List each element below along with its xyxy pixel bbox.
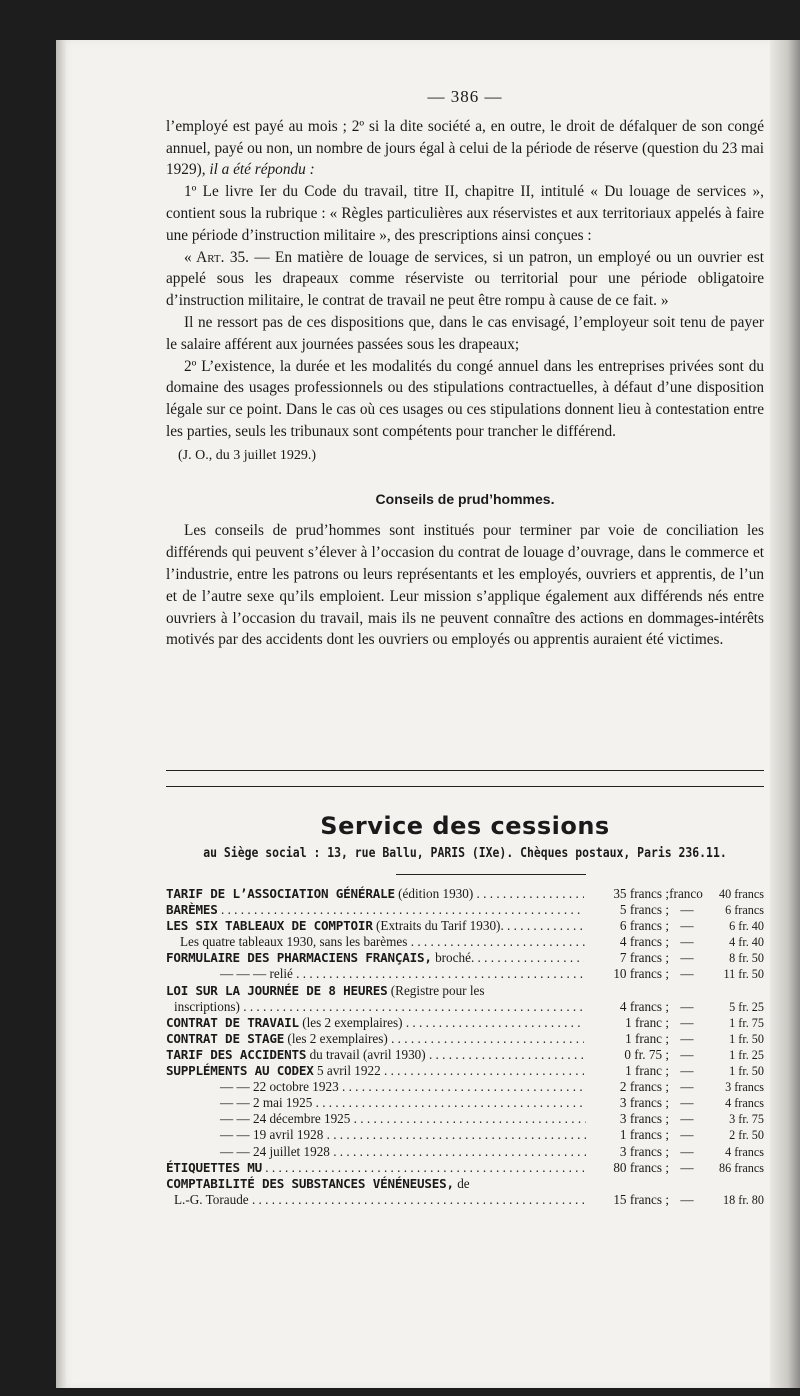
price-item-title: TARIF DES ACCIDENTS bbox=[166, 1046, 307, 1062]
price-value: 1 franc ; bbox=[586, 1063, 669, 1079]
franco-price: 86 francs bbox=[718, 1160, 764, 1175]
franco-price: 18 fr. 80 bbox=[723, 1192, 764, 1207]
price-row bbox=[166, 1047, 764, 1063]
franco-marker: — bbox=[680, 1111, 694, 1127]
address-underline bbox=[396, 874, 586, 875]
price-value: 15 francs ; bbox=[586, 1192, 669, 1208]
franco-marker: franco bbox=[669, 886, 703, 901]
price-item-label bbox=[166, 1160, 584, 1176]
franco-price: 4 francs bbox=[725, 1096, 764, 1111]
franco-price: 40 francs bbox=[718, 887, 764, 901]
franco-marker: — bbox=[680, 1014, 694, 1030]
price-item-title: BARÈMES bbox=[166, 902, 218, 918]
price-item-label bbox=[166, 1095, 638, 1111]
price-row bbox=[166, 918, 764, 934]
paragraph-2: 1º Le livre Ier du Code du travail, titre II, chapitre II, intitulé « Du louage de services », contient sous la rubrique : « Règles particulières aux réservistes et aux territoriaux appelés à faire une période d’instruction militaire », des prescriptions ainsi conçues : bbox=[166, 183, 764, 244]
price-item-label bbox=[166, 966, 638, 982]
page-outer-edge bbox=[770, 40, 800, 1388]
price-value: 6 francs ; bbox=[586, 918, 669, 934]
price-row bbox=[166, 902, 764, 918]
page-number: — 386 — bbox=[427, 87, 503, 106]
franco-price: 1 fr. 50 bbox=[729, 1064, 764, 1079]
price-row bbox=[166, 934, 764, 950]
price-item-title: CONTRAT DE TRAVAIL bbox=[166, 1014, 299, 1030]
price-row bbox=[166, 886, 764, 902]
franco-marker: — bbox=[680, 1095, 694, 1111]
price-value: 1 francs ; bbox=[586, 1127, 669, 1143]
price-row bbox=[166, 1176, 764, 1192]
price-row bbox=[166, 1079, 764, 1095]
price-row bbox=[166, 1015, 764, 1031]
franco-marker: — bbox=[680, 1079, 694, 1095]
price-item-label bbox=[166, 1063, 584, 1079]
franco-price: 6 francs bbox=[725, 903, 764, 918]
franco-marker: — bbox=[680, 1127, 694, 1143]
price-row bbox=[166, 1144, 764, 1160]
price-item-label bbox=[166, 1079, 638, 1095]
price-row bbox=[166, 1031, 764, 1047]
price-item-title: LES SIX TABLEAUX DE COMPTOIR bbox=[166, 918, 373, 934]
paragraph-4: Il ne ressort pas de ces dispositions que, dans le cas envisagé, l’employeur soit tenu de payer le salaire afférent aux journées passées sous les drapeaux; bbox=[166, 313, 764, 353]
price-value: 3 francs ; bbox=[586, 1095, 669, 1111]
franco-price: 3 fr. 75 bbox=[729, 1112, 764, 1127]
franco-price: 1 fr. 25 bbox=[729, 1047, 764, 1062]
franco-marker: — bbox=[680, 998, 694, 1014]
price-item-label bbox=[166, 1176, 584, 1192]
price-item-detail: — — 22 octobre 1923 bbox=[220, 1079, 339, 1095]
price-value: 7 francs ; bbox=[586, 950, 669, 966]
price-item-detail: de bbox=[457, 1175, 470, 1191]
price-item-detail: du travail (avril 1930) bbox=[309, 1046, 426, 1062]
franco-marker: — bbox=[680, 1030, 694, 1046]
franco-price: 2 fr. 50 bbox=[729, 1128, 764, 1143]
divider-rule-bottom bbox=[166, 786, 764, 787]
paragraph-6: Les conseils de prud’hommes sont institués pour terminer par voie de conciliation les différends qui peuvent s’élever à l’occasion du contrat de louage d’ouvrage, dans le commerce et l’industrie, entre les patrons ou leurs représentants et les employés, ouvriers et apprentis, de l’un et de l’autre sexe qu’ils emploient. Leur mission s’applique également aux différends nés entre ouvriers à l’occasion du travail, mais ils ne peuvent connaître des actions en dommages-intérêts motivés par des accidents dont les ouvriers ou employés ou apprentis auraient été victimes. bbox=[166, 522, 764, 649]
price-item-detail: — — 24 juillet 1928 bbox=[220, 1143, 330, 1159]
price-item-label bbox=[166, 1031, 584, 1047]
franco-price: 5 fr. 25 bbox=[729, 999, 764, 1014]
answer-intro: il a été répondu : bbox=[209, 161, 315, 179]
franco-price: 6 fr. 40 bbox=[729, 919, 764, 934]
price-list bbox=[166, 886, 764, 1208]
price-item-detail: (Registre pour les bbox=[390, 982, 485, 998]
price-item-label bbox=[166, 1127, 638, 1143]
price-item-detail: (édition 1930) . . bbox=[398, 886, 487, 901]
price-item-detail: — — 19 avril 1928 bbox=[220, 1127, 324, 1143]
price-item-title: FORMULAIRE DES PHARMACIENS FRANÇAIS, bbox=[166, 950, 432, 966]
price-row bbox=[166, 1095, 764, 1111]
price-row bbox=[166, 966, 764, 982]
source-citation: (J. O., du 3 juillet 1929.) bbox=[178, 447, 317, 463]
franco-marker: — bbox=[680, 950, 694, 966]
price-value: 4 francs ; bbox=[586, 934, 669, 950]
price-item-detail: L.-G. Toraude bbox=[174, 1191, 249, 1207]
price-item-title: CONTRAT DE STAGE bbox=[166, 1030, 285, 1046]
section-title: Conseils de prud’hommes. bbox=[375, 490, 555, 507]
article-ref: « Art. 35. bbox=[184, 248, 249, 266]
franco-marker: — bbox=[680, 902, 694, 918]
price-row bbox=[166, 1111, 764, 1127]
franco-marker: — bbox=[680, 1046, 694, 1062]
price-row bbox=[166, 950, 764, 966]
price-row bbox=[166, 1127, 764, 1143]
price-row bbox=[166, 1063, 764, 1079]
price-item-label bbox=[166, 1144, 638, 1160]
price-item-detail: (Extraits du Tarif 1930). bbox=[376, 918, 504, 934]
franco-price: 4 francs bbox=[725, 1144, 764, 1159]
franco-price: 4 fr. 40 bbox=[729, 935, 764, 950]
price-item-label bbox=[166, 950, 584, 966]
price-item-label bbox=[166, 886, 584, 902]
franco-marker: — bbox=[680, 966, 694, 982]
price-item-detail: broché. bbox=[435, 950, 475, 966]
price-item-label bbox=[166, 918, 584, 934]
service-title: Service des cessions bbox=[320, 812, 610, 840]
price-item-detail: 5 avril 1922 bbox=[316, 1063, 381, 1079]
price-value: 10 francs ; bbox=[586, 966, 669, 982]
price-item-detail: Les quatre tableaux 1930, sans les barèmes bbox=[180, 934, 408, 950]
page-body bbox=[166, 86, 764, 651]
page-binding-edge bbox=[56, 40, 66, 1388]
franco-marker: — bbox=[680, 1143, 694, 1159]
franco-price: 8 fr. 50 bbox=[729, 951, 764, 966]
price-item-detail: (les 2 exemplaires) bbox=[302, 1014, 403, 1030]
price-item-detail: — — 2 mai 1925 bbox=[220, 1095, 313, 1111]
price-item-label bbox=[166, 934, 598, 950]
price-row bbox=[166, 983, 764, 999]
franco-marker: — bbox=[680, 918, 694, 934]
price-value: 1 franc ; bbox=[586, 1031, 669, 1047]
franco-marker: — bbox=[680, 934, 694, 950]
price-value: 35 francs ; bbox=[586, 886, 669, 902]
divider-rule-top bbox=[166, 770, 764, 771]
price-value: 2 francs ; bbox=[586, 1079, 669, 1095]
price-item-label bbox=[166, 983, 584, 999]
price-item-detail: inscriptions) bbox=[174, 998, 240, 1014]
price-item-title: SUPPLÉMENTS AU CODEX bbox=[166, 1063, 314, 1079]
price-item-title: TARIF DE L’ASSOCIATION GÉNÉRALE bbox=[166, 886, 395, 901]
paragraph-5: 2º L’existence, la durée et les modalités du congé annuel dans les entreprises privées sont du domaine des usages professionnels ou des stipulations contractuelles, à défaut d’une disposition légale sur ce point. Dans le cas où ces usages ou ces stipulations donnent lieu à contestation entre les parties, seuls les tribunaux sont compétents pour trancher le différend. bbox=[166, 357, 764, 440]
franco-marker: — bbox=[680, 1063, 694, 1079]
price-item-label bbox=[166, 999, 592, 1015]
price-value: 80 francs ; bbox=[586, 1160, 669, 1176]
price-row bbox=[166, 999, 764, 1015]
price-item-detail: (les 2 exemplaires) bbox=[287, 1030, 388, 1046]
franco-marker: — bbox=[680, 1191, 694, 1207]
price-item-detail: — — 24 décembre 1925 bbox=[220, 1111, 351, 1127]
price-item-title: COMPTABILITÉ DES SUBSTANCES VÉNÉNEUSES, bbox=[166, 1175, 454, 1191]
franco-marker: — bbox=[680, 1159, 694, 1175]
price-item-label bbox=[166, 1047, 584, 1063]
price-item-label bbox=[166, 1111, 638, 1127]
franco-price: 3 francs bbox=[725, 1080, 764, 1095]
price-value: 5 francs ; bbox=[586, 902, 669, 918]
franco-price: 11 fr. 50 bbox=[723, 967, 764, 982]
price-item-title: ÉTIQUETTES MU bbox=[166, 1159, 262, 1175]
price-value: 4 francs ; bbox=[586, 999, 669, 1015]
price-item-label bbox=[166, 902, 584, 918]
price-row bbox=[166, 1192, 764, 1208]
price-value: 1 franc ; bbox=[586, 1015, 669, 1031]
price-row bbox=[166, 1160, 764, 1176]
price-value: 3 francs ; bbox=[586, 1111, 669, 1127]
price-value: 0 fr. 75 ; bbox=[586, 1047, 669, 1063]
franco-price: 1 fr. 50 bbox=[729, 1031, 764, 1046]
paragraph-3: « Art. 35. — En matière de louage de services, si un patron, un employé ou un ouvrier est appelé sous les drapeaux comme réserviste ou territorial pour une période obligatoire d’instruction militaire, le contrat de travail ne peut être rompu à cause de ce fait. » bbox=[166, 248, 765, 310]
price-item-label bbox=[166, 1192, 592, 1208]
franco-price: 1 fr. 75 bbox=[729, 1015, 764, 1030]
price-item-title: LOI SUR LA JOURNÉE DE 8 HEURES bbox=[166, 982, 388, 998]
price-item-label bbox=[166, 1015, 584, 1031]
paragraph-1: l’employé est payé au mois ; 2º si la dite société a, en outre, le droit de défalquer de son congé annuel, payé ou non, un nombre de jours égal à celui de la période de réserve (question du 23 mai 1929), il a été répondu : bbox=[166, 117, 764, 179]
price-item-detail: — — — relié . . bbox=[220, 966, 307, 982]
service-address: au Siège social : 13, rue Ballu, PARIS (IXe). Chèques postaux, Paris 236.11. bbox=[203, 846, 727, 861]
price-value: 3 francs ; bbox=[586, 1144, 669, 1160]
